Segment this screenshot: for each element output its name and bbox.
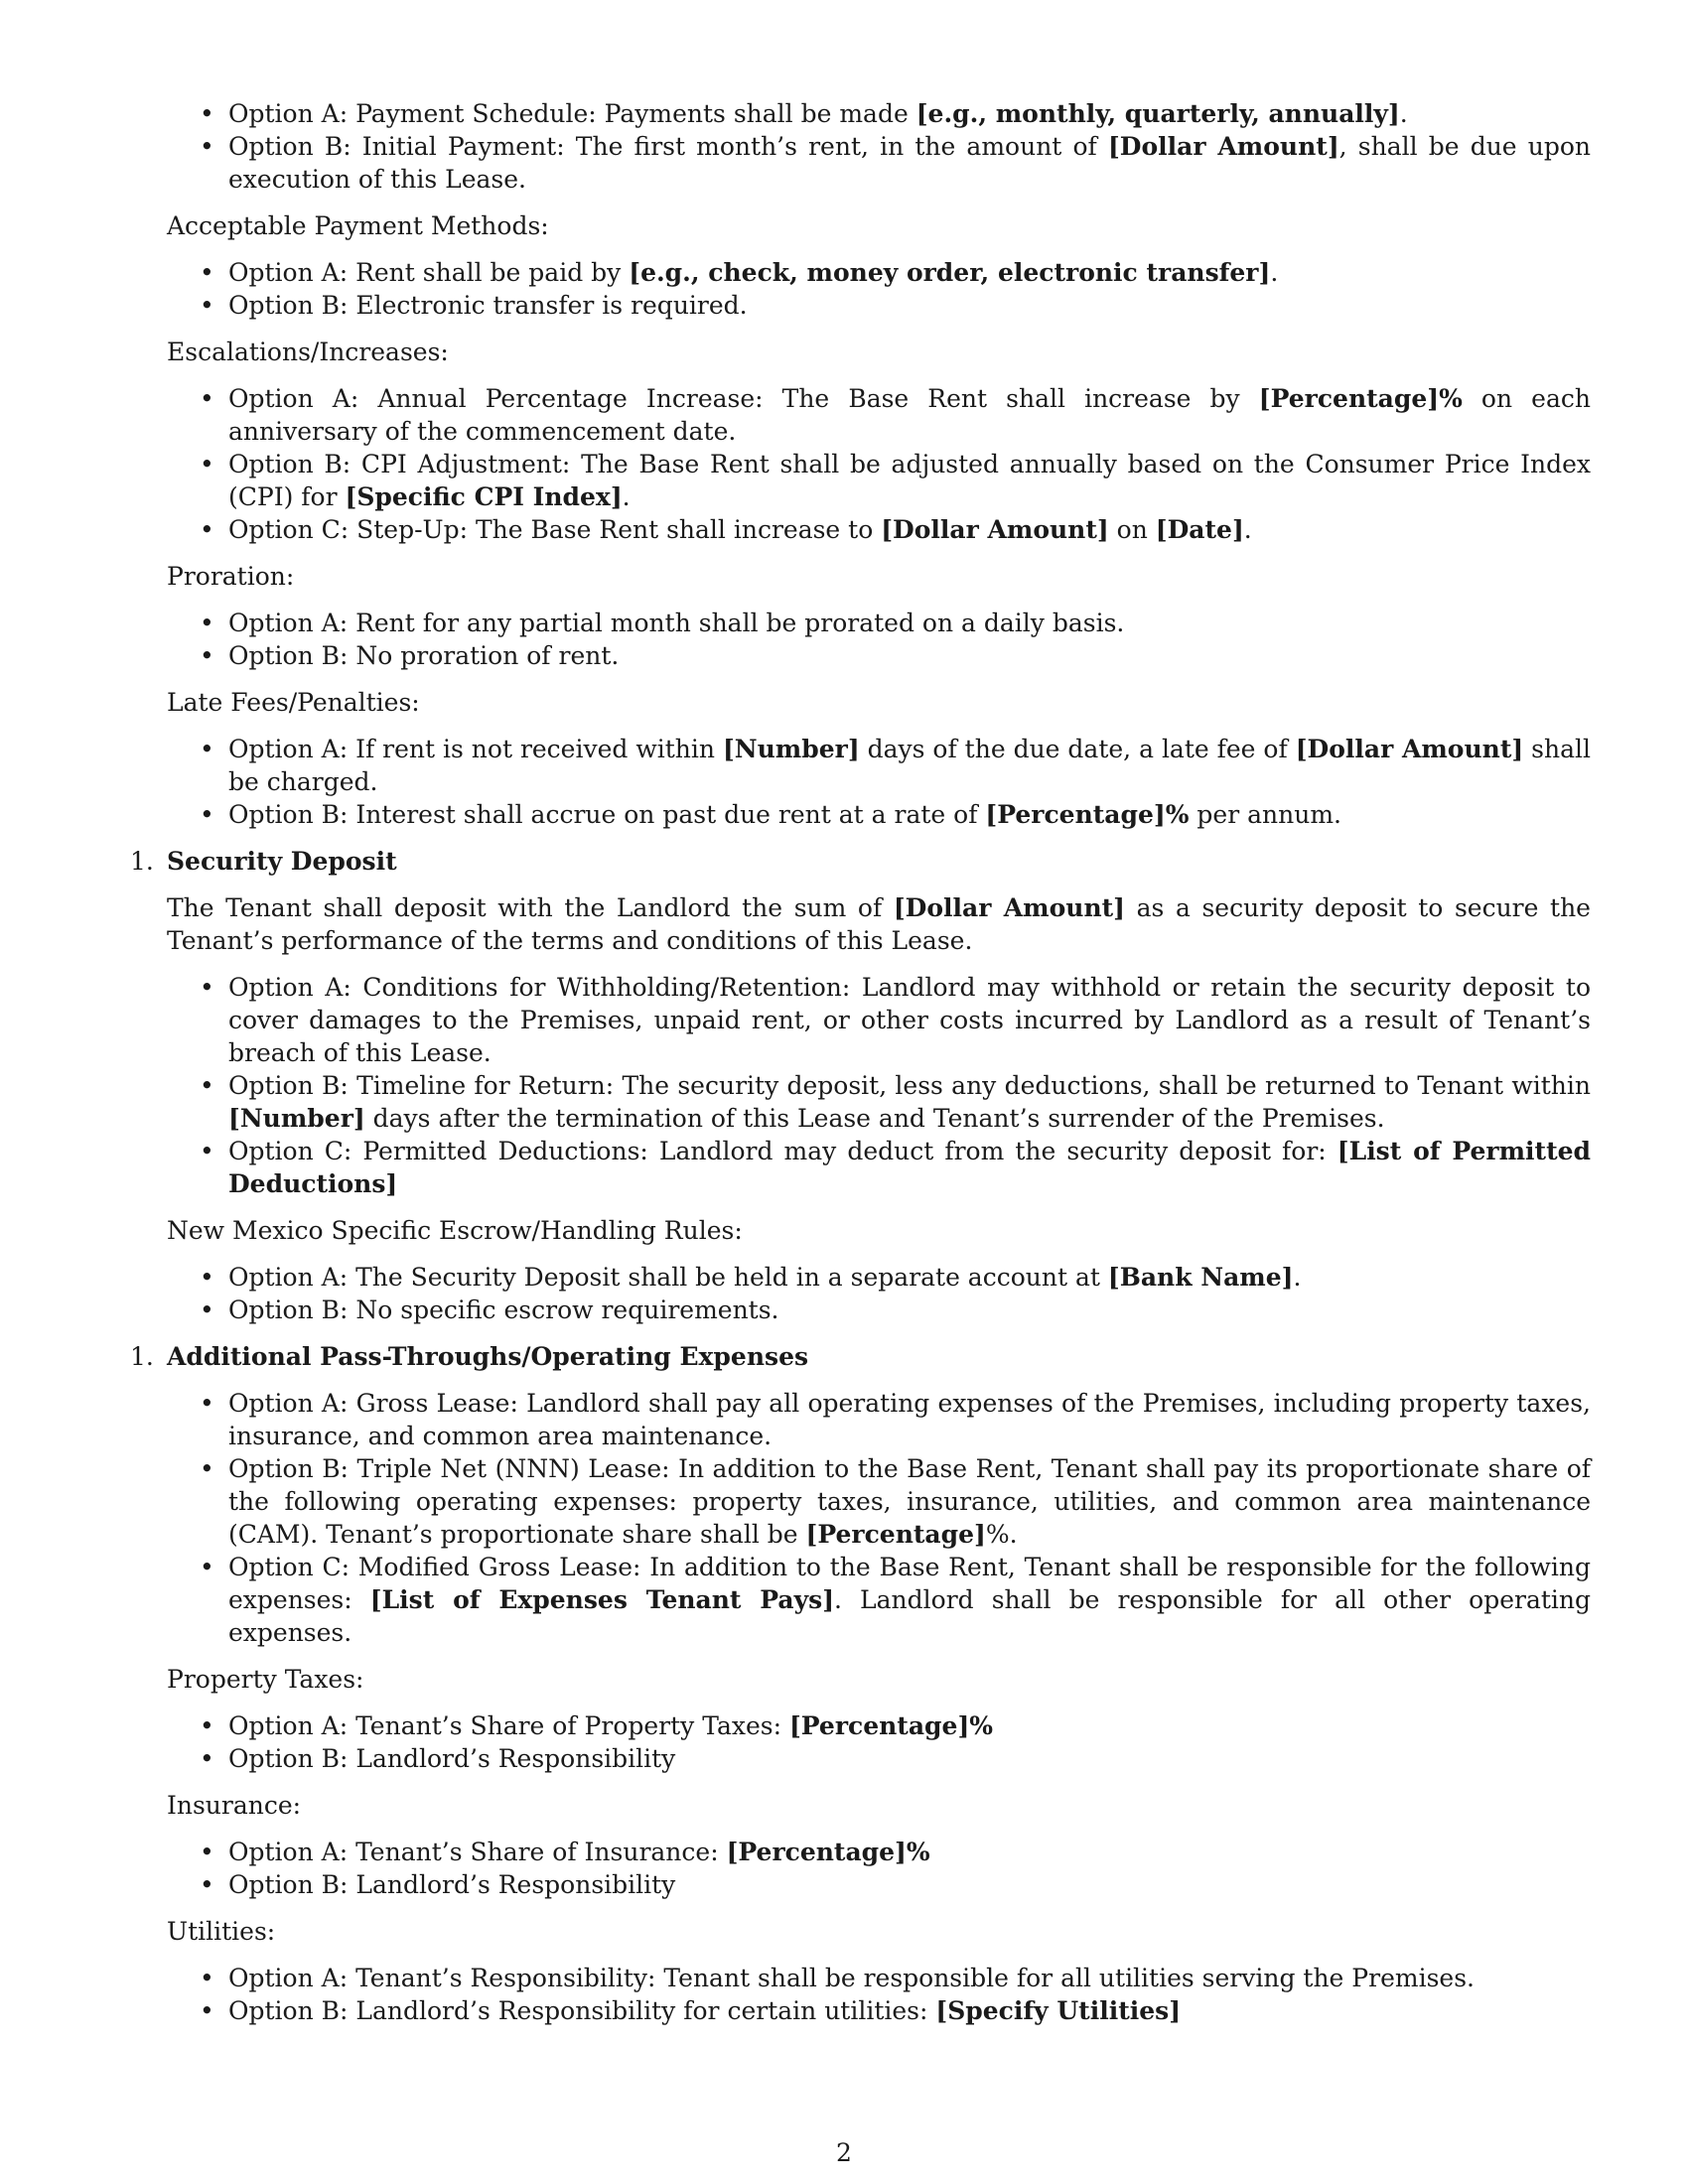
- list-item: • Option C: Permitted Deductions: Landlord may deduct from the security deposit for: [List of Permitted Deductions]: [228, 1135, 1591, 1200]
- late-fees-list: [167, 733, 1591, 831]
- section-label: Insurance:: [167, 1791, 302, 1820]
- proration-list: [167, 607, 1591, 672]
- list-item: • Option A: Gross Lease: Landlord shall pay all operating expenses of the Premises, including property taxes, insurance, and common area maintenance.: [228, 1387, 1591, 1452]
- list-item: • Option B: CPI Adjustment: The Base Rent shall be adjusted annually based on the Consumer Price Index (CPI) for [Specific CPI Index].: [228, 448, 1591, 513]
- list-item: • Option B: Landlord’s Responsibility: [228, 1742, 1591, 1775]
- list-item: • Option B: Triple Net (NNN) Lease: In addition to the Base Rent, Tenant shall pay its proportionate share of the following operating expenses: property taxes, insurance, utilities, and common area maintenance (CAM). Tenant’s proportionate share shall be [Percentage]%.: [228, 1452, 1591, 1551]
- list-item: • Option B: Electronic transfer is required.: [228, 289, 1591, 322]
- list-item: • Option A: Rent for any partial month shall be prorated on a daily basis.: [228, 607, 1591, 639]
- payment-options-list: [167, 97, 1591, 196]
- list-item: • Option B: Landlord’s Responsibility for certain utilities: [Specify Utilities]: [228, 1994, 1591, 2027]
- list-item: • Option A: The Security Deposit shall be held in a separate account at [Bank Name].: [228, 1261, 1591, 1294]
- list-item: • Option C: Modified Gross Lease: In addition to the Base Rent, Tenant shall be responsible for the following expenses: [List of Expenses Tenant Pays]. Landlord shall be responsible for all other operating expenses.: [228, 1551, 1591, 1649]
- property-taxes-list: [167, 1709, 1591, 1775]
- payment-methods-list: [167, 256, 1591, 322]
- security-deposit-options-list: [167, 971, 1591, 1200]
- section-label: Property Taxes:: [167, 1665, 364, 1694]
- list-item: • Option A: Tenant’s Share of Property Taxes: [Percentage]%: [228, 1709, 1591, 1742]
- list-item: • Option B: Landlord’s Responsibility: [228, 1868, 1591, 1901]
- escalations-list: [167, 382, 1591, 546]
- list-item: • Option A: Tenant’s Share of Insurance: [Percentage]%: [228, 1836, 1591, 1868]
- section-label: New Mexico Specific Escrow/Handling Rules:: [167, 1216, 743, 1245]
- list-item: • Option B: No proration of rent.: [228, 639, 1591, 672]
- utilities-list: [167, 1962, 1591, 2027]
- list-item: • Option A: Conditions for Withholding/Retention: Landlord may withhold or retain the security deposit to cover damages to the Premises, unpaid rent, or other costs incurred by Landlord as a result of Tenant’s breach of this Lease.: [228, 971, 1591, 1069]
- section-label: Utilities:: [167, 1917, 276, 1946]
- escrow-list: [167, 1261, 1591, 1326]
- section-number: 1.: [130, 847, 154, 876]
- list-item: • Option A: If rent is not received within [Number] days of the due date, a late fee of [Dollar Amount] shall be charged.: [228, 733, 1591, 798]
- section-title: Additional Pass-Throughs/Operating Expenses: [167, 1342, 809, 1371]
- document-page: [130, 97, 1591, 2027]
- insurance-list: [167, 1836, 1591, 1901]
- list-item: • Option B: Timeline for Return: The security deposit, less any deductions, shall be returned to Tenant within [Number] days after the termination of this Lease and Tenant’s surrender of the Premises.: [228, 1069, 1591, 1135]
- section-label: Proration:: [167, 562, 295, 591]
- section-heading-security-deposit: [130, 845, 1591, 878]
- list-item: • Option A: Tenant’s Responsibility: Tenant shall be responsible for all utilities serving the Premises.: [228, 1962, 1591, 1994]
- section-label: Acceptable Payment Methods:: [167, 211, 549, 240]
- list-item: • Option A: Payment Schedule: Payments shall be made [e.g., monthly, quarterly, annually].: [228, 97, 1591, 130]
- section-number: 1.: [130, 1342, 154, 1371]
- security-deposit-paragraph: The Tenant shall deposit with the Landlord the sum of [Dollar Amount] as a security deposit to secure the Tenant’s performance of the terms and conditions of this Lease.: [167, 893, 1591, 955]
- section-title: Security Deposit: [167, 847, 397, 876]
- list-item: • Option C: Step-Up: The Base Rent shall increase to [Dollar Amount] on [Date].: [228, 513, 1591, 546]
- page-number: 2: [836, 2138, 852, 2167]
- list-item: • Option B: No specific escrow requirements.: [228, 1294, 1591, 1326]
- list-item: • Option A: Rent shall be paid by [e.g., check, money order, electronic transfer].: [228, 256, 1591, 289]
- list-item: • Option A: Annual Percentage Increase: The Base Rent shall increase by [Percentage]% on each anniversary of the commencement date.: [228, 382, 1591, 448]
- list-item: • Option B: Interest shall accrue on past due rent at a rate of [Percentage]% per annum.: [228, 798, 1591, 831]
- section-label: Late Fees/Penalties:: [167, 688, 420, 717]
- pass-through-options-list: [167, 1387, 1591, 1649]
- list-item: • Option B: Initial Payment: The first month’s rent, in the amount of [Dollar Amount], shall be due upon execution of this Lease.: [228, 130, 1591, 196]
- section-label: Escalations/Increases:: [167, 338, 449, 366]
- section-heading-pass-throughs: [130, 1340, 1591, 1373]
